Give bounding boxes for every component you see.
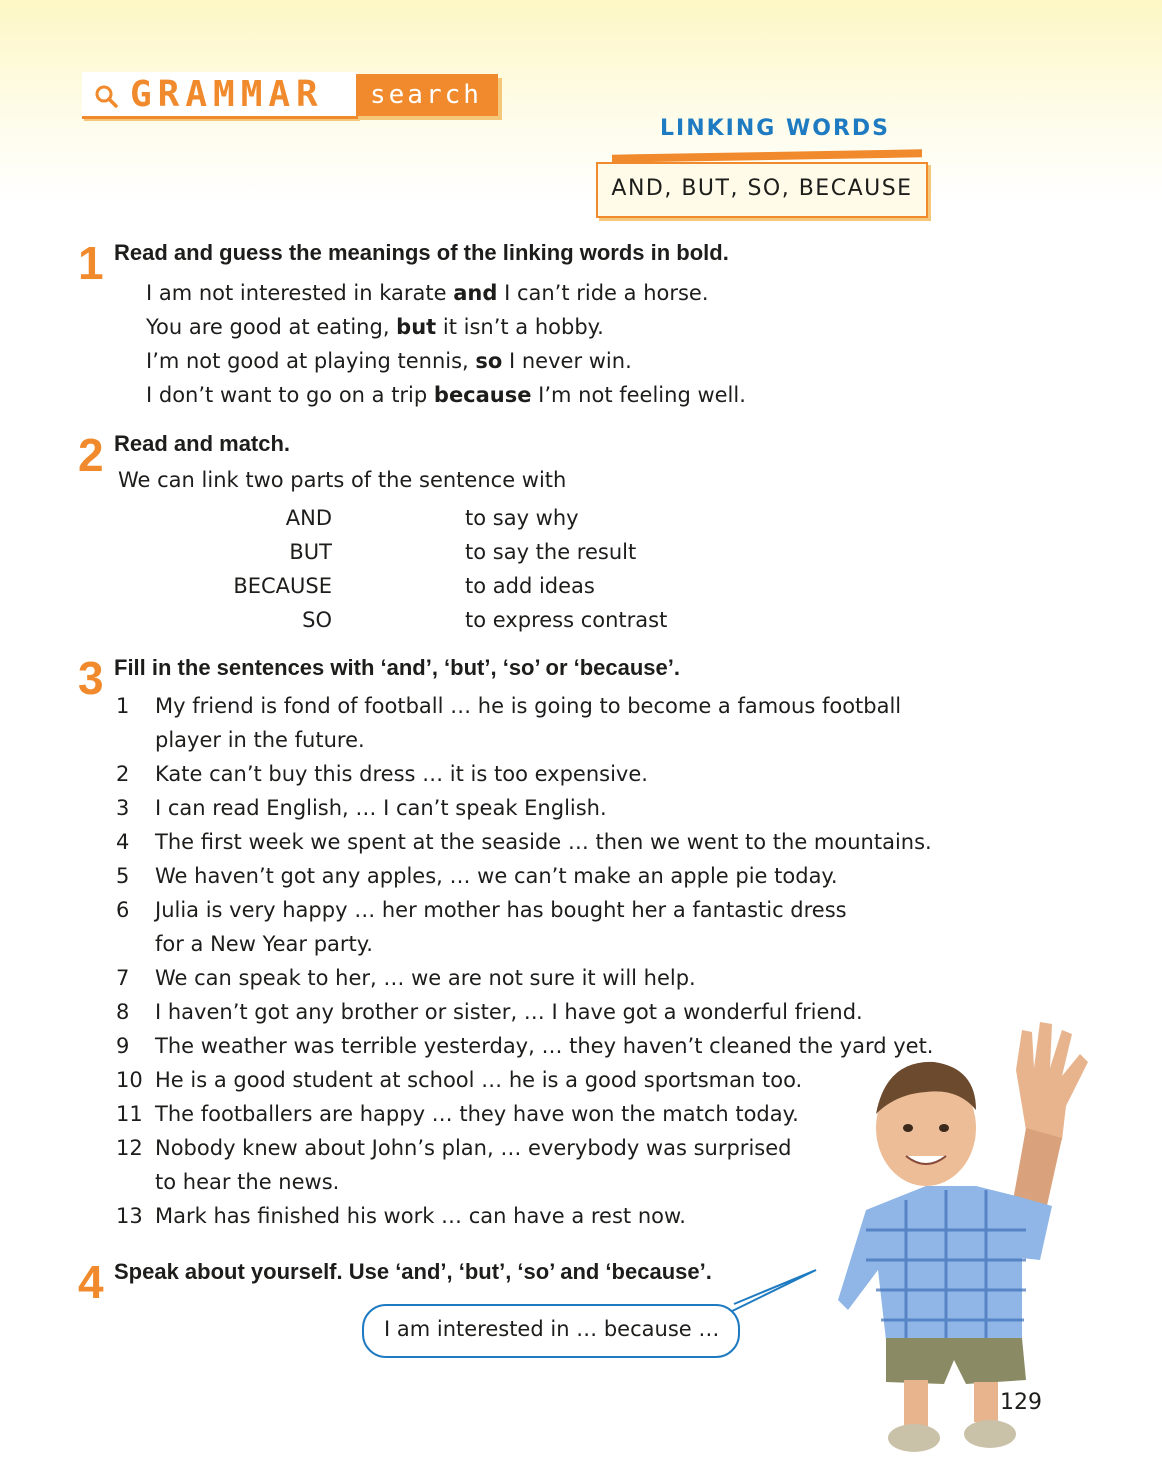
match-meaning: to say the result	[465, 540, 637, 564]
exercise-2-number: 2	[78, 429, 104, 481]
sentence-line	[146, 349, 632, 373]
item-number: 8	[116, 1000, 130, 1024]
linking-word: so	[475, 349, 503, 373]
item-text: Nobody knew about John’s plan, … everybody was surprised	[155, 1136, 792, 1160]
grammar-title: GRAMMAR	[130, 74, 324, 115]
waving-boy-illustration	[826, 1010, 1096, 1460]
item-text: I can read English, … I can’t speak English.	[155, 796, 607, 820]
sentence-text: I can’t ride a horse.	[497, 281, 709, 305]
page-number: 129	[1000, 1390, 1042, 1415]
sentence-line	[146, 383, 746, 407]
item-text: The footballers are happy … they have won the match today.	[155, 1102, 799, 1126]
sentence-text: I am not interested in karate	[146, 281, 454, 305]
exercise-4-title: Speak about yourself. Use ‘and’, ‘but’, ‘so’ and ‘because’.	[114, 1259, 712, 1284]
item-text: Mark has finished his work … can have a rest now.	[155, 1204, 686, 1228]
linking-word: and	[453, 281, 498, 305]
exercise-1-title: Read and guess the meanings of the linking words in bold.	[114, 240, 729, 265]
sentence-text: I never win.	[502, 349, 632, 373]
match-meaning: to say why	[465, 506, 579, 530]
sentence-line	[146, 315, 604, 339]
search-label-box	[356, 74, 498, 116]
match-word: BUT	[289, 540, 332, 564]
topic-heading: LINKING WORDS	[660, 116, 890, 141]
item-number: 11	[116, 1102, 143, 1126]
exercise-3-title: Fill in the sentences with ‘and’, ‘but’, ‘so’ or ‘because’.	[114, 655, 681, 680]
exercise-2-intro: We can link two parts of the sentence with	[118, 468, 567, 492]
item-text: Julia is very happy … her mother has bought her a fantastic dress	[155, 898, 847, 922]
item-text: I haven’t got any brother or sister, … I have got a wonderful friend.	[155, 1000, 863, 1024]
speech-bubble	[362, 1304, 740, 1358]
sentence-text: You are good at eating,	[146, 315, 397, 339]
match-word: SO	[302, 608, 332, 632]
item-number: 10	[116, 1068, 143, 1092]
exercise-2-title: Read and match.	[114, 431, 291, 456]
item-text: player in the future.	[155, 728, 365, 752]
item-number: 3	[116, 796, 130, 820]
item-number: 13	[116, 1204, 143, 1228]
item-text: The first week we spent at the seaside … then we went to the mountains.	[155, 830, 932, 854]
sentence-text: it isn’t a hobby.	[436, 315, 604, 339]
sentence-text: I’m not good at playing tennis,	[146, 349, 476, 373]
item-number: 1	[116, 694, 130, 718]
grammar-search-badge	[82, 72, 502, 124]
item-text: The weather was terrible yesterday, … they haven’t cleaned the yard yet.	[155, 1034, 934, 1058]
item-number: 2	[116, 762, 130, 786]
item-number: 6	[116, 898, 130, 922]
sentence-line	[146, 281, 709, 305]
match-word: AND	[285, 506, 332, 530]
item-text: Kate can’t buy this dress … it is too expensive.	[155, 762, 648, 786]
speech-bubble-text: I am interested in … because …	[384, 1317, 720, 1341]
item-text: to hear the news.	[155, 1170, 340, 1194]
linking-word: because	[433, 383, 532, 407]
exercise-1-number: 1	[78, 237, 104, 289]
item-number: 9	[116, 1034, 130, 1058]
item-number: 5	[116, 864, 130, 888]
conjunctions-box	[596, 162, 928, 218]
item-text: We can speak to her, … we are not sure it will help.	[155, 966, 696, 990]
magnifier-icon	[94, 84, 118, 108]
item-text: My friend is fond of football … he is going to become a famous football	[155, 694, 902, 718]
item-number: 4	[116, 830, 130, 854]
exercise-3-number: 3	[78, 652, 104, 704]
search-title: search	[370, 80, 482, 110]
item-text: We haven’t got any apples, … we can’t make an apple pie today.	[155, 864, 838, 888]
grammar-label-box	[82, 72, 358, 119]
match-word: BECAUSE	[233, 574, 332, 598]
sentence-text: I don’t want to go on a trip	[146, 383, 434, 407]
match-meaning: to add ideas	[465, 574, 595, 598]
exercise-4-number: 4	[78, 1256, 104, 1308]
item-text: for a New Year party.	[155, 932, 373, 956]
conjunctions-accent-bar	[612, 149, 922, 162]
item-number: 7	[116, 966, 130, 990]
match-meaning: to express contrast	[465, 608, 668, 632]
item-text: He is a good student at school … he is a good sportsman too.	[155, 1068, 803, 1092]
item-number: 12	[116, 1136, 143, 1160]
sentence-text: I’m not feeling well.	[531, 383, 746, 407]
conjunctions-label: AND, BUT, SO, BECAUSE	[611, 176, 913, 201]
linking-word: but	[396, 315, 437, 339]
